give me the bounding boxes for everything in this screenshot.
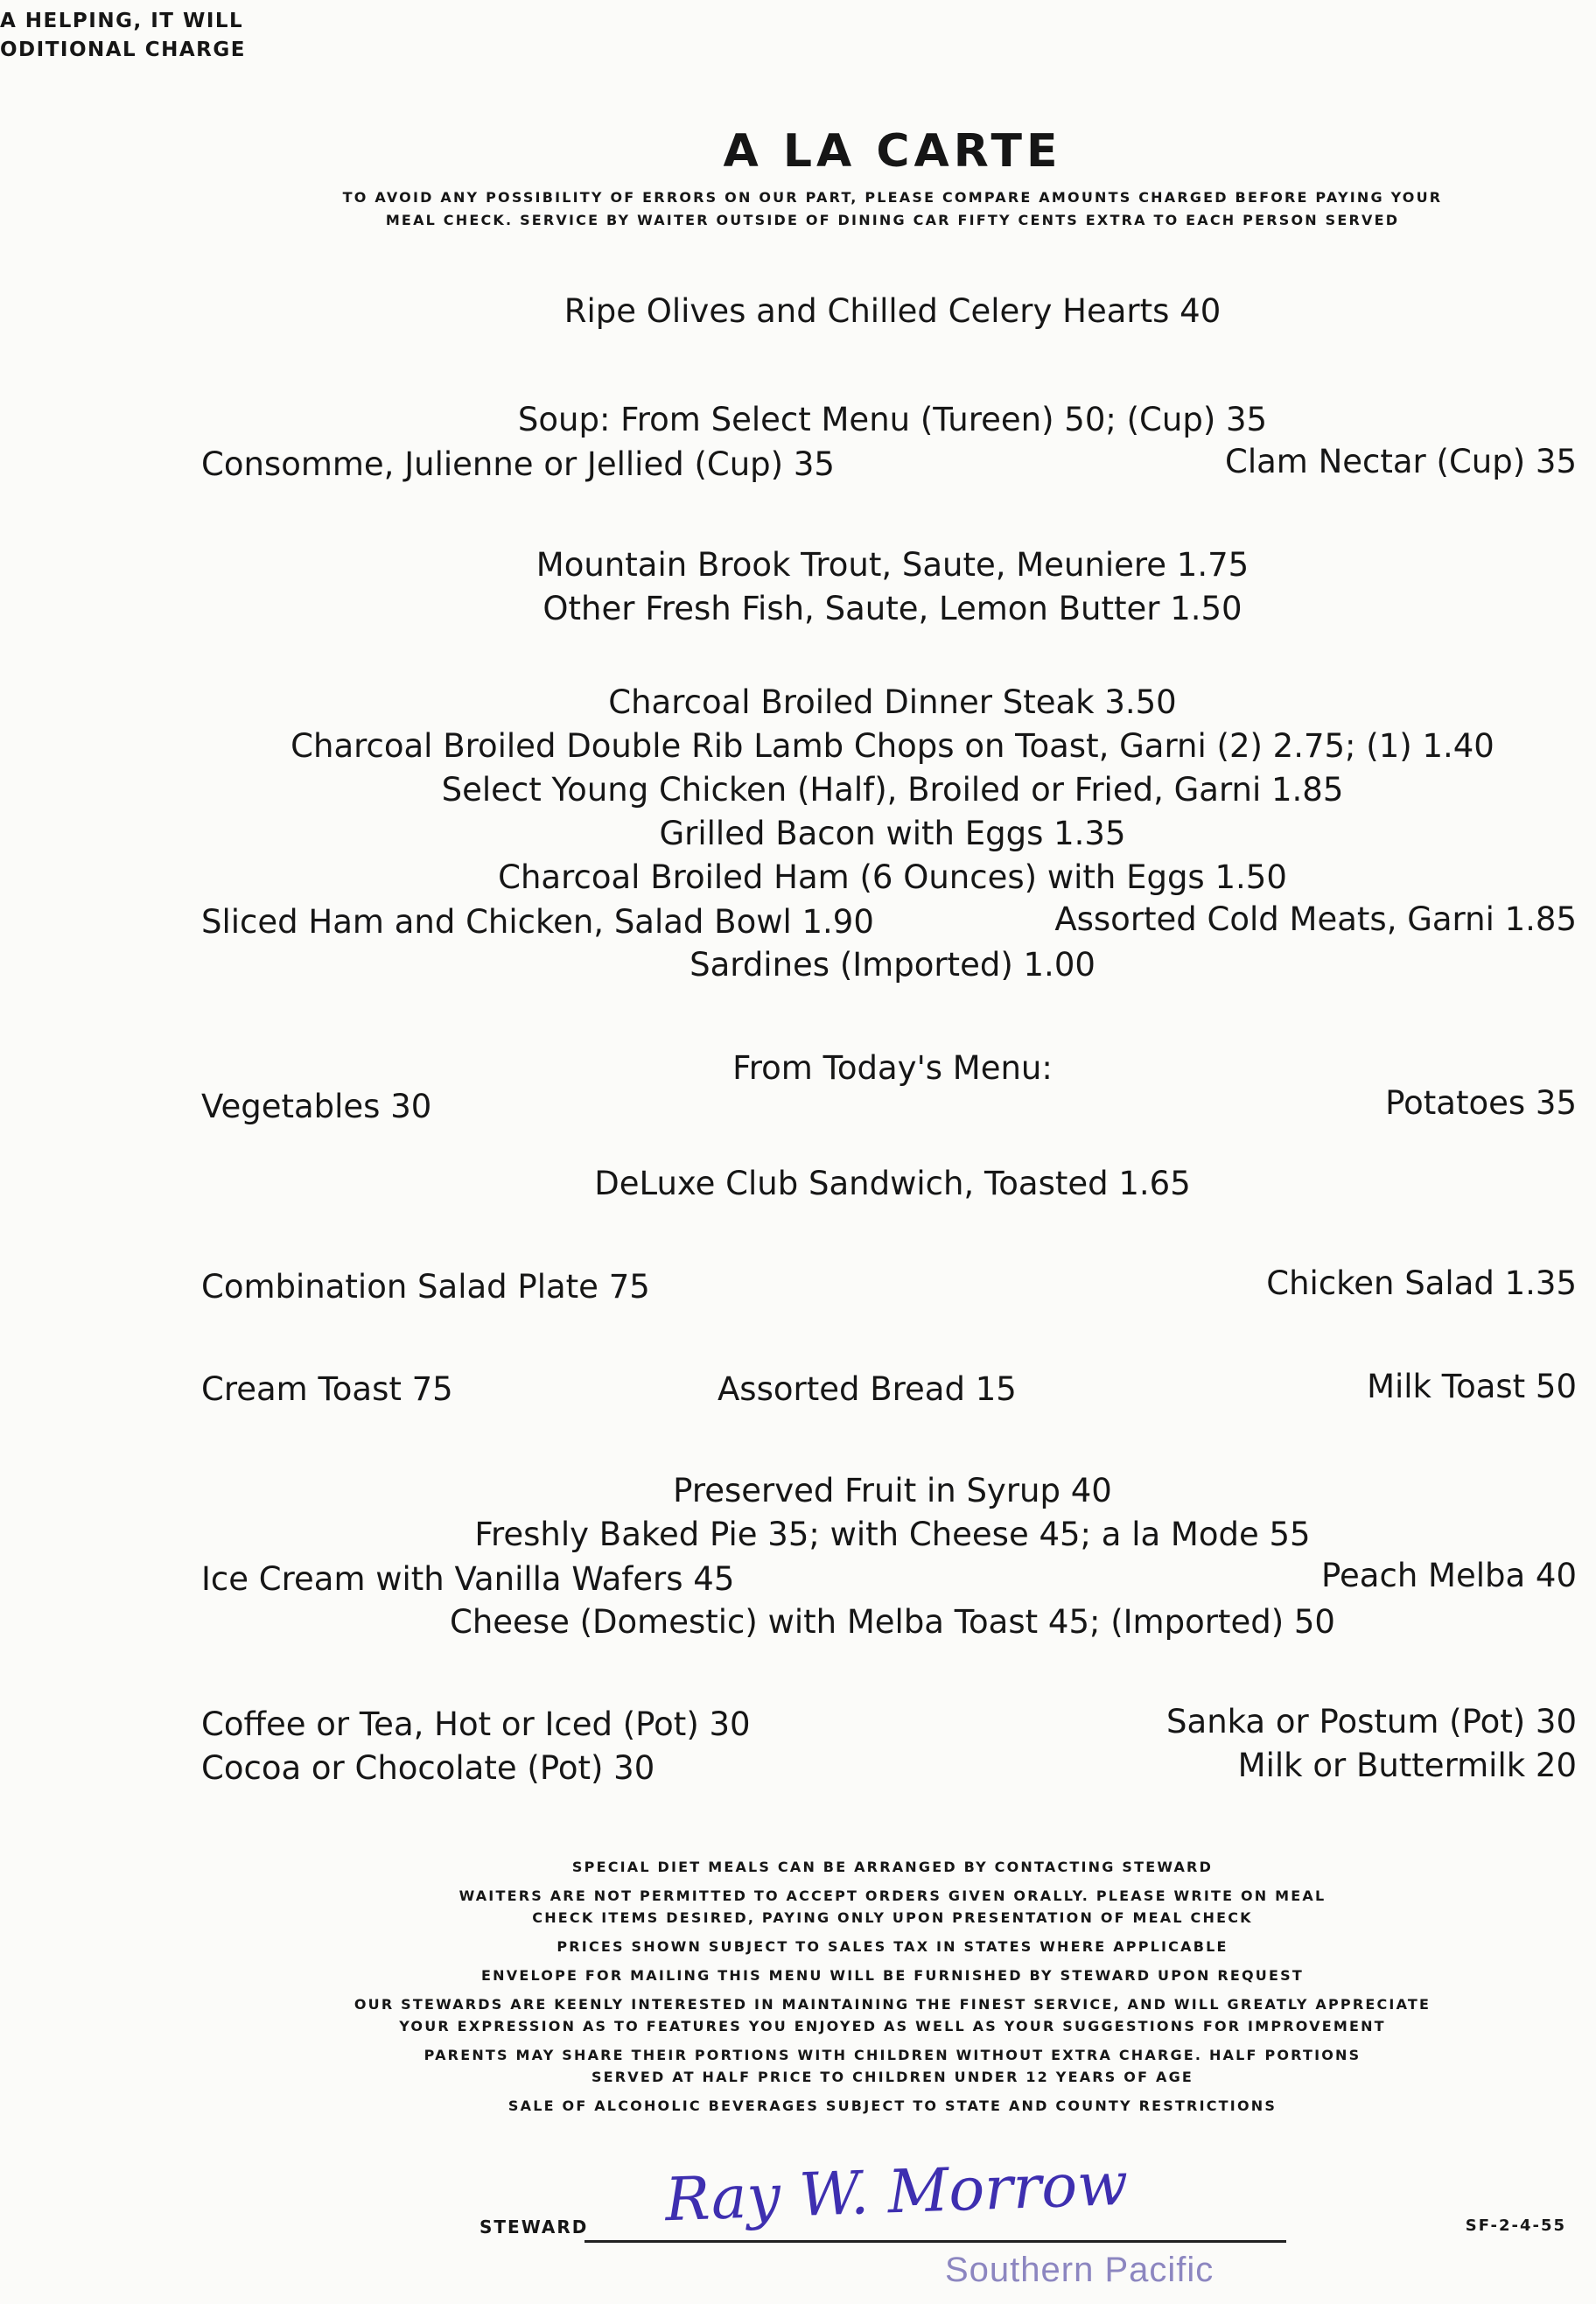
company-stamp: Southern Pacific: [945, 2251, 1214, 2289]
menu-item-chicken: Select Young Chicken (Half), Broiled or Fried, Garni 1.85: [441, 771, 1344, 809]
notice-envelope: ENVELOPE FOR MAILING THIS MENU WILL BE FURNISHED BY STEWARD UPON REQUEST: [481, 1967, 1304, 1984]
menu-item-trout: Mountain Brook Trout, Saute, Meuniere 1.75: [536, 546, 1250, 584]
menu-item-other-fish: Other Fresh Fish, Saute, Lemon Butter 1.50: [542, 590, 1242, 627]
notice-stewards-2: YOUR EXPRESSION AS TO FEATURES YOU ENJOYED AS WELL AS YOUR SUGGESTIONS FOR IMPROVEMENT: [399, 2018, 1386, 2034]
menu-item-sardines: Sardines (Imported) 1.00: [690, 946, 1096, 984]
menu-item-cold-meats: Assorted Cold Meats, Garni 1.85: [1054, 900, 1577, 938]
notice-tax: PRICES SHOWN SUBJECT TO SALES TAX IN STATES WHERE APPLICABLE: [556, 1938, 1228, 1955]
menu-item-chicken-salad: Chicken Salad 1.35: [1266, 1264, 1577, 1302]
todays-menu-heading: From Today's Menu:: [732, 1049, 1053, 1087]
notice-alcohol: SALE OF ALCOHOLIC BEVERAGES SUBJECT TO STATE AND COUNTY RESTRICTIONS: [508, 2097, 1278, 2114]
menu-item-pie: Freshly Baked Pie 35; with Cheese 45; a la Mode 55: [474, 1516, 1311, 1553]
menu-item-steak: Charcoal Broiled Dinner Steak 3.50: [608, 683, 1177, 721]
menu-item-cream-toast: Cream Toast 75: [201, 1370, 453, 1408]
menu-item-milk-toast: Milk Toast 50: [1367, 1368, 1577, 1405]
form-code: SF-2-4-55: [1465, 2216, 1566, 2235]
menu-item-ham: Charcoal Broiled Ham (6 Ounces) with Eggs 1.50: [498, 858, 1287, 896]
menu-item-salad-plate: Combination Salad Plate 75: [201, 1268, 650, 1306]
menu-item-cheese: Cheese (Domestic) with Melba Toast 45; (Imported) 50: [450, 1603, 1335, 1641]
menu-item-ice-cream: Ice Cream with Vanilla Wafers 45: [201, 1560, 735, 1598]
intro-line-2: MEAL CHECK. SERVICE BY WAITER OUTSIDE OF DINING CAR FIFTY CENTS EXTRA TO EACH PERSON SERVED: [385, 212, 1400, 228]
steward-signature: Ray W. Morrow: [663, 2149, 1130, 2236]
corner-note-line-2: ODITIONAL CHARGE: [0, 39, 246, 61]
steward-label: STEWARD: [480, 2216, 589, 2237]
menu-item-preserved-fruit: Preserved Fruit in Syrup 40: [673, 1472, 1112, 1509]
notice-parents-1: PARENTS MAY SHARE THEIR PORTIONS WITH CHILDREN WITHOUT EXTRA CHARGE. HALF PORTIONS: [424, 2047, 1362, 2063]
menu-item-clam-nectar: Clam Nectar (Cup) 35: [1224, 443, 1577, 480]
menu-item-consomme: Consomme, Julienne or Jellied (Cup) 35: [201, 445, 835, 483]
notice-diet: SPECIAL DIET MEALS CAN BE ARRANGED BY CONTACTING STEWARD: [571, 1859, 1214, 1875]
page-title: A LA CARTE: [723, 125, 1062, 178]
menu-item-vegetables: Vegetables 30: [201, 1088, 432, 1125]
intro-line-1: TO AVOID ANY POSSIBILITY OF ERRORS ON OUR PART, PLEASE COMPARE AMOUNTS CHARGED BEFORE PAYING YOUR: [342, 189, 1443, 206]
corner-note-line-1: A HELPING, IT WILL: [0, 10, 244, 32]
menu-item-peach-melba: Peach Melba 40: [1321, 1557, 1577, 1594]
signature-line: [584, 2240, 1286, 2243]
menu-item-bread: Assorted Bread 15: [718, 1370, 1017, 1408]
menu-item-potatoes: Potatoes 35: [1385, 1084, 1577, 1122]
menu-item-club-sandwich: DeLuxe Club Sandwich, Toasted 1.65: [594, 1165, 1191, 1202]
menu-item-ham-chicken-bowl: Sliced Ham and Chicken, Salad Bowl 1.90: [201, 903, 874, 941]
menu-item-olives: Ripe Olives and Chilled Celery Hearts 40: [564, 292, 1222, 330]
notice-orders-2: CHECK ITEMS DESIRED, PAYING ONLY UPON PRESENTATION OF MEAL CHECK: [532, 1909, 1253, 1926]
menu-item-soup: Soup: From Select Menu (Tureen) 50; (Cup) 35: [517, 401, 1268, 438]
notice-orders-1: WAITERS ARE NOT PERMITTED TO ACCEPT ORDERS GIVEN ORALLY. PLEASE WRITE ON MEAL: [458, 1887, 1326, 1904]
menu-item-bacon: Grilled Bacon with Eggs 1.35: [659, 815, 1126, 852]
menu-item-sanka: Sanka or Postum (Pot) 30: [1166, 1703, 1577, 1740]
notice-parents-2: SERVED AT HALF PRICE TO CHILDREN UNDER 12 YEARS OF AGE: [591, 2069, 1194, 2085]
menu-item-coffee: Coffee or Tea, Hot or Iced (Pot) 30: [201, 1705, 751, 1743]
notice-stewards-1: OUR STEWARDS ARE KEENLY INTERESTED IN MAINTAINING THE FINEST SERVICE, AND WILL GREATLY APPRECIATE: [354, 1996, 1432, 2013]
menu-item-milk: Milk or Buttermilk 20: [1237, 1747, 1577, 1784]
menu-item-cocoa: Cocoa or Chocolate (Pot) 30: [201, 1749, 655, 1787]
menu-item-lamb-chops: Charcoal Broiled Double Rib Lamb Chops on Toast, Garni (2) 2.75; (1) 1.40: [290, 727, 1494, 765]
